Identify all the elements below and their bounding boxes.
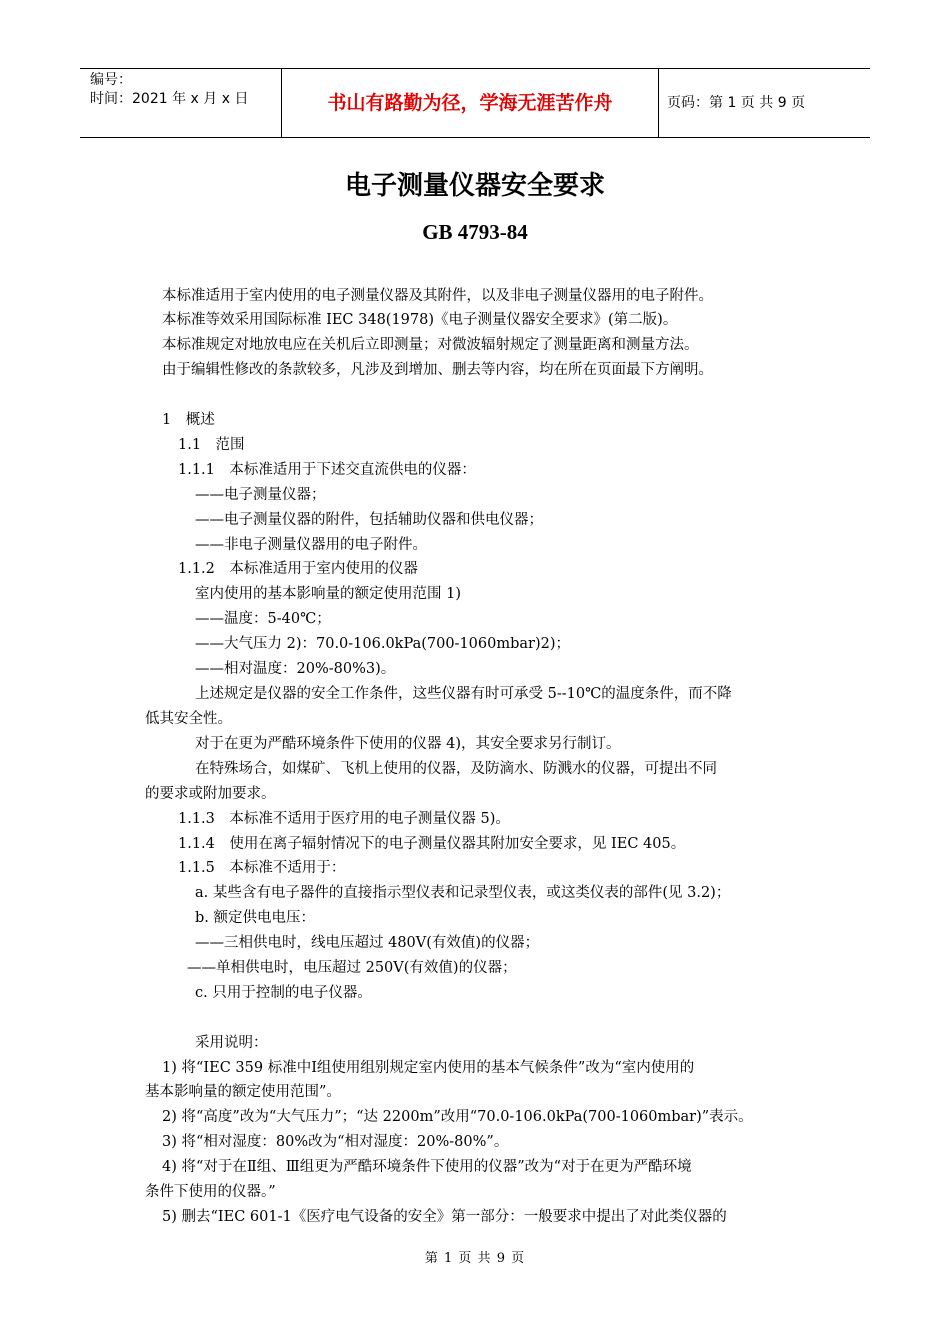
- clause-line: 1.1.5 本标准不适用于：: [178, 860, 346, 876]
- paragraph-line: 本标准等效采用国际标准 IEC 348(1978)《电子测量仪器安全要求》(第二版)。: [162, 312, 678, 328]
- list-item: ——单相供电时，电压超过 250V(有效值)的仪器；: [187, 960, 517, 976]
- list-item: ——非电子测量仪器用的电子附件。: [195, 537, 427, 553]
- section-heading: 1 概述: [162, 412, 215, 428]
- note-line: 条件下使用的仪器。”: [145, 1184, 276, 1200]
- clause-line: 1.1.3 本标准不适用于医疗用的电子测量仪器 5)。: [178, 811, 510, 827]
- list-item: b. 额定供电电压：: [195, 910, 315, 926]
- page-footer: 第 1 页 共 9 页: [424, 1251, 526, 1266]
- note-line: 基本影响量的额定使用范围”。: [145, 1084, 341, 1100]
- paragraph-line: 本标准适用于室内使用的电子测量仪器及其附件，以及非电子测量仪器用的电子附件。: [162, 288, 713, 304]
- header-motto: 书山有路勤为径，学海无涯苦作舟: [281, 69, 659, 137]
- list-item: ——温度：5-40℃；: [195, 611, 331, 627]
- number-label: 编号：: [90, 72, 132, 88]
- time-label: 时间：2021 年 x 月 x 日: [90, 91, 249, 107]
- note-line: 5) 删去“IEC 601-1《医疗电气设备的安全》第一部分：一般要求中提出了对此类仪器的: [162, 1209, 727, 1225]
- clause-line: 1.1.2 本标准适用于室内使用的仪器: [178, 561, 418, 577]
- list-item: ——电子测量仪器的附件，包括辅助仪器和供电仪器；: [195, 512, 543, 528]
- list-item: ——大气压力 2)：70.0-106.0kPa(700-1060mbar)2)；: [195, 636, 571, 652]
- list-item: ——电子测量仪器；: [195, 487, 326, 503]
- paragraph-line: 低其安全性。: [145, 711, 232, 727]
- paragraph-line: 本标准规定对地放电应在关机后立即测量；对微波辐射规定了测量距离和测量方法。: [162, 337, 699, 353]
- paragraph-line: 对于在更为严酷环境条件下使用的仪器 4)，其安全要求另行制订。: [195, 736, 621, 752]
- section-heading: 1.1 范围: [178, 437, 245, 453]
- clause-line: 1.1.4 使用在离子辐射情况下的电子测量仪器其附加安全要求，见 IEC 405。: [178, 836, 686, 852]
- document-title: 电子测量仪器安全要求: [344, 171, 605, 201]
- list-item: a. 某些含有电子器件的直接指示型仪表和记录型仪表，或这类仪表的部件(见 3.2)；: [195, 885, 731, 901]
- note-heading: 采用说明：: [195, 1035, 268, 1051]
- page-header: [80, 68, 870, 138]
- paragraph-line: 的要求或附加要求。: [145, 786, 276, 802]
- paragraph-line: 上述规定是仪器的安全工作条件，这些仪器有时可承受 5--10℃的温度条件，而不降: [195, 686, 732, 702]
- list-item: ——三相供电时，线电压超过 480V(有效值)的仪器；: [195, 935, 540, 951]
- paragraph-line: 在特殊场合，如煤矿、飞机上使用的仪器，及防滴水、防溅水的仪器，可提出不同: [195, 761, 717, 777]
- header-page-label: 页码：第 1 页 共 9 页: [667, 95, 806, 111]
- paragraph-line: 室内使用的基本影响量的额定使用范围 1): [195, 586, 461, 602]
- note-line: 3) 将“相对湿度：80%改为“相对湿度：20%-80%”。: [162, 1134, 509, 1150]
- header-meta: [80, 69, 281, 137]
- list-item: ——相对温度：20%-80%3)。: [195, 661, 396, 677]
- paragraph-line: 由于编辑性修改的条款较多，凡涉及到增加、删去等内容，均在所在页面最下方阐明。: [162, 362, 713, 378]
- document-code: GB 4793-84: [422, 220, 528, 244]
- note-line: 4) 将“对于在Ⅱ组、Ⅲ组更为严酷环境条件下使用的仪器”改为“对于在更为严酷环境: [162, 1159, 692, 1175]
- list-item: c. 只用于控制的电子仪器。: [195, 985, 372, 1001]
- clause-line: 1.1.1 本标准适用于下述交直流供电的仪器：: [178, 462, 476, 478]
- note-line: 1) 将“IEC 359 标准中Ⅰ组使用组别规定室内使用的基本气候条件”改为“室内使用的: [162, 1060, 695, 1076]
- note-line: 2) 将“高度”改为“大气压力”；“达 2200m”改用“70.0-106.0kPa(700-1060mbar)”表示。: [162, 1109, 753, 1125]
